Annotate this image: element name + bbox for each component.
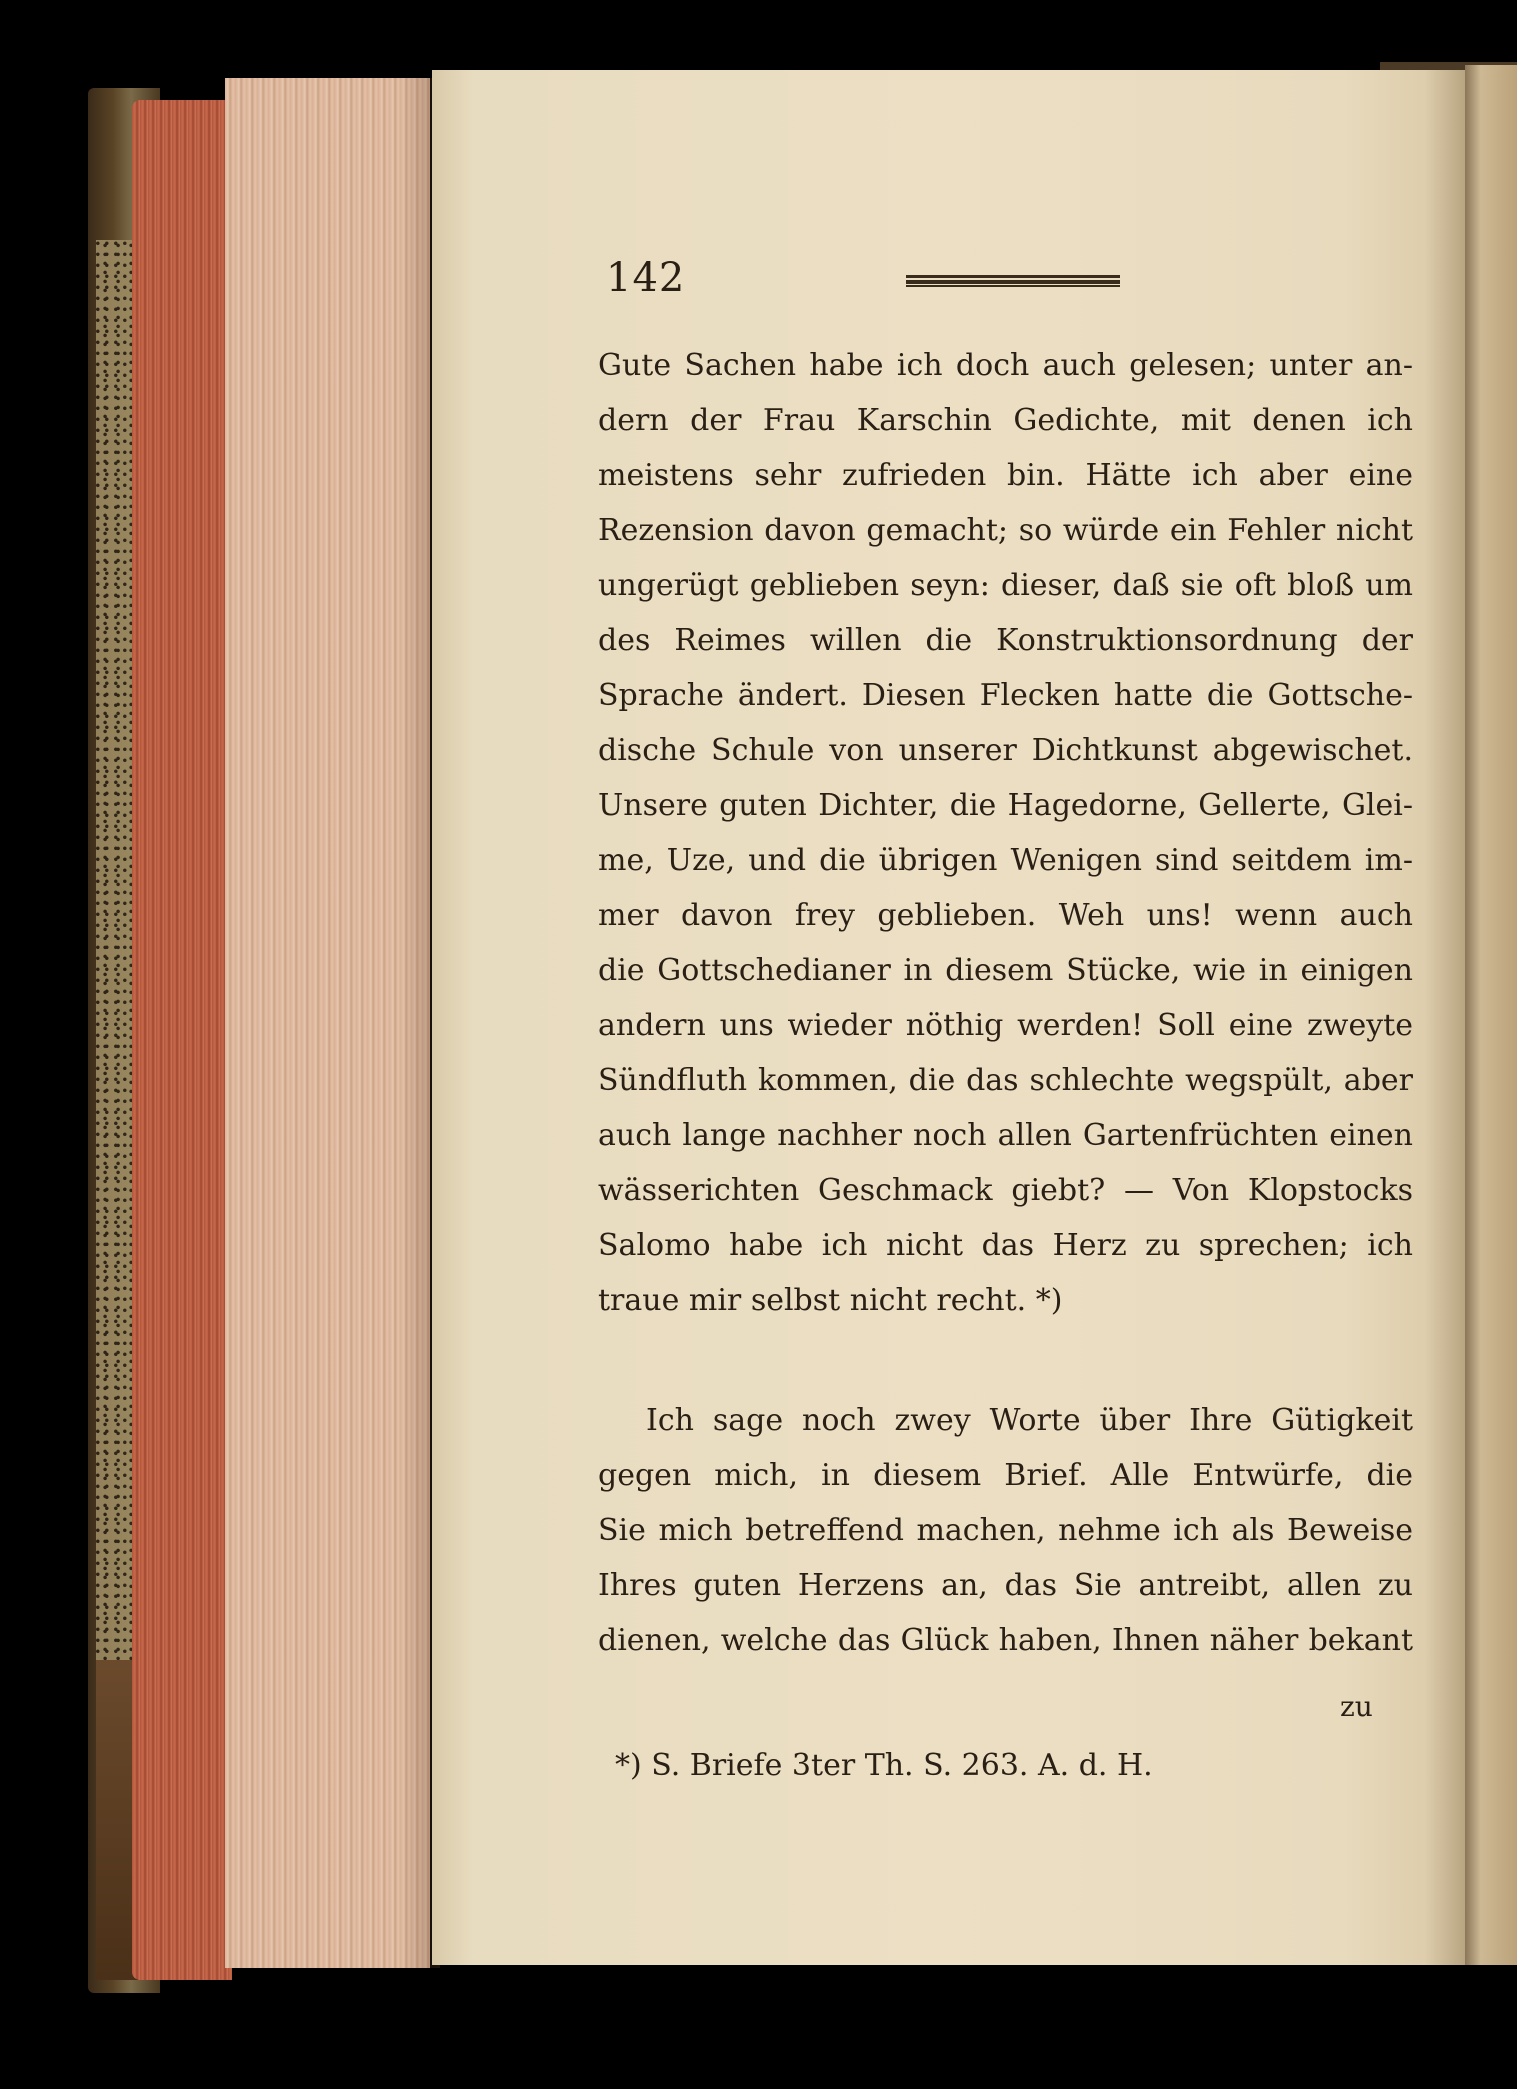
text-line: Rezension davon gemacht; so würde ein Fehler nicht — [598, 513, 1413, 548]
text-line: ungerügt geblieben seyn: dieser, daß sie oft bloß um — [598, 568, 1413, 603]
text-line: Sie mich betreffend machen, nehme ich als Beweise — [598, 1513, 1413, 1548]
text-line: Unsere guten Dichter, die Hagedorne, Gellerte, Glei- — [598, 788, 1413, 823]
red-page-edges — [132, 100, 232, 1980]
text-line: Salomo habe ich nicht das Herz zu sprechen; ich — [598, 1228, 1413, 1263]
text-line: Sprache ändert. Diesen Flecken hatte die Gottsche- — [598, 678, 1413, 713]
text-line: dische Schule von unserer Dichtkunst abgewischet. — [598, 733, 1413, 768]
header-ornament-rule — [906, 275, 1120, 287]
running-header — [606, 255, 1126, 303]
catchword: zu — [1340, 1690, 1373, 1723]
text-line: Gute Sachen habe ich doch auch gelesen; unter an- — [598, 348, 1413, 383]
text-line: mer davon frey geblieben. Weh uns! wenn auch — [598, 898, 1413, 933]
text-line: des Reimes willen die Konstruktionsordnung der — [598, 623, 1413, 658]
text-line: dern der Frau Karschin Gedichte, mit denen ich — [598, 403, 1413, 438]
facing-page-sliver — [1465, 65, 1517, 1965]
text-line: dienen, welche das Glück haben, Ihnen näher bekant — [598, 1623, 1413, 1658]
text-line: traue mir selbst nicht recht. *) — [598, 1283, 1063, 1318]
text-line: auch lange nachher noch allen Gartenfrüchten einen — [598, 1118, 1413, 1153]
text-line: Ich sage noch zwey Worte über Ihre Gütigkeit — [646, 1403, 1413, 1438]
text-line: Ihres guten Herzens an, das Sie antreibt, allen zu — [598, 1568, 1413, 1603]
text-line: andern uns wieder nöthig werden! Soll eine zweyte — [598, 1008, 1413, 1043]
footnote: *) S. Briefe 3ter Th. S. 263. A. d. H. — [615, 1748, 1153, 1783]
paragraph-2 — [598, 1393, 1413, 1668]
text-line: gegen mich, in diesem Brief. Alle Entwürfe, die — [598, 1458, 1413, 1493]
text-line: wässerichten Geschmack giebt? — Von Klopstocks — [598, 1173, 1413, 1208]
text-line: Sündfluth kommen, die das schlechte wegspült, aber — [598, 1063, 1413, 1098]
text-line: die Gottschedianer in diesem Stücke, wie in einigen — [598, 953, 1413, 988]
paragraph-1 — [598, 338, 1413, 1328]
page-number: 142 — [606, 255, 686, 301]
gutter-shadow — [1425, 70, 1467, 1965]
text-line: me, Uze, und die übrigen Wenigen sind seitdem im- — [598, 843, 1413, 878]
text-line: meistens sehr zufrieden bin. Hätte ich aber eine — [598, 458, 1413, 493]
